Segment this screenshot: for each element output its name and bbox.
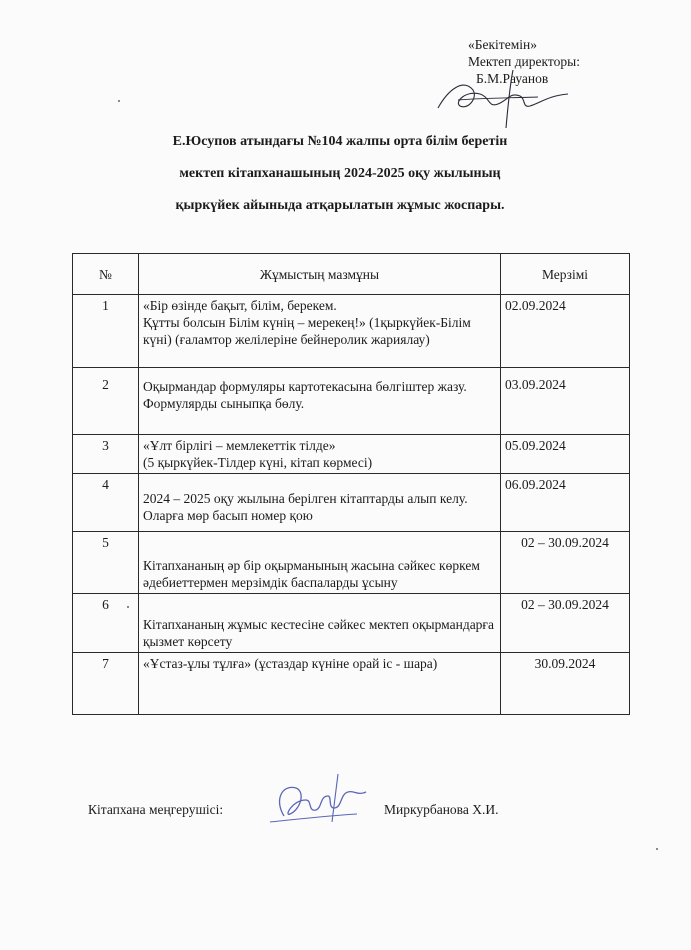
table-header-row xyxy=(73,254,630,295)
row-content: Оқырмандар формуляры картотекасына бөлгіштер жазу. Формулярды сыныпқа бөлу. xyxy=(139,368,501,435)
header-deadline: Мерзімі xyxy=(501,254,630,295)
row-deadline: 06.09.2024 xyxy=(501,474,630,532)
work-plan-table xyxy=(72,253,630,715)
table-row xyxy=(73,435,630,474)
scan-speck xyxy=(127,606,129,608)
row-content: 2024 – 2025 оқу жылына берілген кітаптарды алып келу. Оларға мөр басып номер қою xyxy=(139,474,501,532)
director-title: Мектеп директоры: xyxy=(468,54,580,69)
row-deadline: 03.09.2024 xyxy=(501,368,630,435)
table-row xyxy=(73,295,630,368)
row-deadline: 02.09.2024 xyxy=(501,295,630,368)
document-title xyxy=(100,126,580,222)
title-line-2: мектеп кітапханашының 2024-2025 оқу жылының xyxy=(179,166,501,181)
row-number: 1 xyxy=(73,295,139,368)
row-content: «Ұлт бірлігі – мемлекеттік тілде» (5 қыркүйек-Тілдер күні, кітап көрмесі) xyxy=(139,435,501,474)
row-number: 7 xyxy=(73,653,139,715)
librarian-signature-icon xyxy=(262,770,372,832)
row-deadline: 05.09.2024 xyxy=(501,435,630,474)
row-content: «Ұстаз-ұлы тұлға» (ұстаздар күніне орай іс - шара) xyxy=(139,653,501,715)
scan-speck xyxy=(656,848,658,850)
footer-name: Миркурбанова Х.И. xyxy=(384,802,499,817)
row-number: 6 xyxy=(73,594,139,653)
row-content: Кітапхананың әр бір оқырманының жасына сәйкес көркем әдебиеттермен мерзімдік баспаларды ұсыну xyxy=(139,532,501,594)
header-number: № xyxy=(73,254,139,295)
footer-role: Кітапхана меңгерушісі: xyxy=(88,802,224,817)
title-line-3: қыркүйек айыныда атқарылатын жұмыс жоспары. xyxy=(175,198,505,213)
row-deadline: 02 – 30.09.2024 xyxy=(501,594,630,653)
row-number: 3 xyxy=(73,435,139,474)
row-number: 4 xyxy=(73,474,139,532)
director-signature-icon xyxy=(418,60,588,135)
title-line-1: Е.Юсупов атындағы №104 жалпы орта білім беретін xyxy=(172,134,508,149)
director-name: Б.М.Рауанов xyxy=(476,71,549,86)
row-deadline: 02 – 30.09.2024 xyxy=(501,532,630,594)
table-row xyxy=(73,368,630,435)
table-row xyxy=(73,594,630,653)
row-content: Кітапхананың жұмыс кестесіне сәйкес мектеп оқырмандарға қызмет көрсету xyxy=(139,594,501,653)
row-number: 5 xyxy=(73,532,139,594)
row-number: 2 xyxy=(73,368,139,435)
table-row xyxy=(73,532,630,594)
approval-label: «Бекітемін» xyxy=(468,37,537,52)
row-deadline: 30.09.2024 xyxy=(501,653,630,715)
row-content: «Бір өзінде бақыт, білім, берекем. Құтты болсын Білім күнің – мерекең!» (1қыркүйек-Білім күні) (ғаламтор желілеріне бейнеролик жариялау) xyxy=(139,295,501,368)
scan-speck xyxy=(118,100,120,102)
header-content: Жұмыстың мазмұны xyxy=(139,254,501,295)
table-row xyxy=(73,653,630,715)
table-row xyxy=(73,474,630,532)
